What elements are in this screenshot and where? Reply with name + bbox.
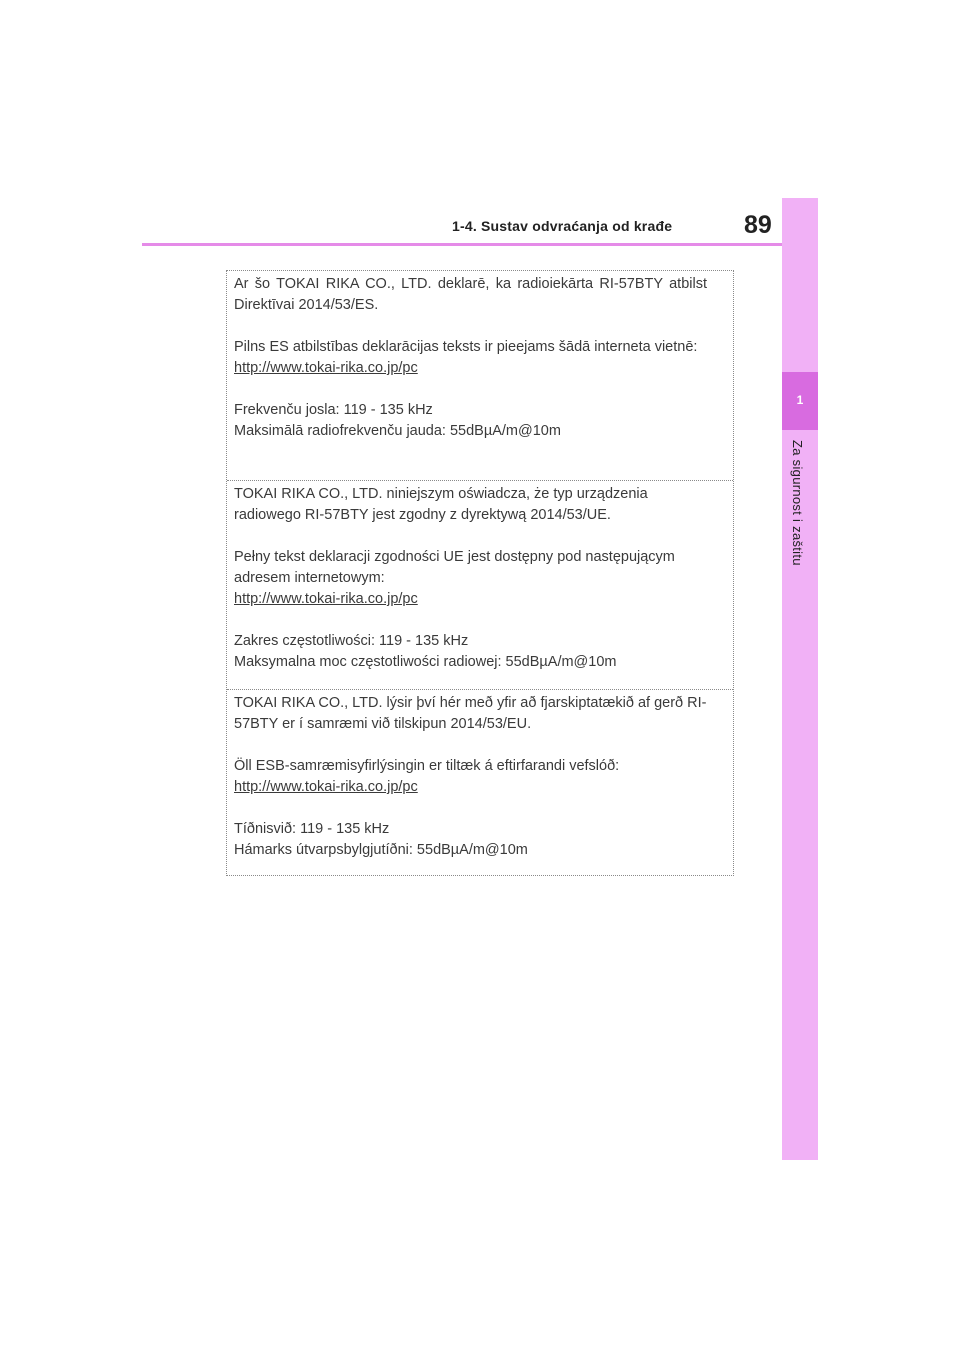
declaration-section-latvian [227,271,733,480]
max-power: Hámarks útvarpsbylgjutíðni: 55dBµA/m@10m [234,842,528,858]
page-number: 89 [744,211,772,239]
max-power: Maksymalna moc częstotliwości radiowej: 55dBµA/m@10m [234,654,617,670]
declaration-section-icelandic [227,689,733,875]
declaration-box [226,270,734,876]
declaration-url-link[interactable]: http://www.tokai-rika.co.jp/pc [234,591,418,607]
chapter-side-tab [782,198,818,1160]
chapter-number: 1 [796,393,804,407]
declaration-text: TOKAI RIKA CO., LTD. lýsir því hér með yfir að fjarskiptatækið af gerð RI-57BTY er í samræmi við tilskipun 2014/53/EU. [234,695,707,732]
declaration-text: TOKAI RIKA CO., LTD. niniejszym oświadcza, że typ urządzenia radiowego RI-57BTY jest zgodny z dyrektywą 2014/53/UE. [234,486,648,523]
section-title: 1-4. Sustav odvraćanja od krađe [452,218,673,234]
chapter-label: Za sigurnost i zaštitu [790,440,805,566]
declaration-url-link[interactable]: http://www.tokai-rika.co.jp/pc [234,360,418,376]
declaration-section-polish [227,480,733,689]
declaration-text: Ar šo TOKAI RIKA CO., LTD. deklarē, ka radioiekārta RI-57BTY atbilst Direktīvai 2014/53/ES. [234,276,707,313]
full-text-note: Pełny tekst deklaracji zgodności UE jest dostępny pod następującym adresem internetowym: [234,549,675,586]
full-text-note: Öll ESB-samræmisyfirlýsingin er tiltæk á eftirfarandi vefslóð: [234,758,620,774]
declaration-url-link[interactable]: http://www.tokai-rika.co.jp/pc [234,779,418,795]
full-text-note: Pilns ES atbilstības deklarācijas teksts ir pieejams šādā interneta vietnē: [234,339,698,355]
frequency-band: Tíðnisvið: 119 - 135 kHz [234,821,390,837]
frequency-band: Zakres częstotliwości: 119 - 135 kHz [234,633,469,649]
header-divider [142,243,782,246]
frequency-band: Frekvenču josla: 119 - 135 kHz [234,402,433,418]
max-power: Maksimālā radiofrekvenču jauda: 55dBµA/m@10m [234,423,561,439]
